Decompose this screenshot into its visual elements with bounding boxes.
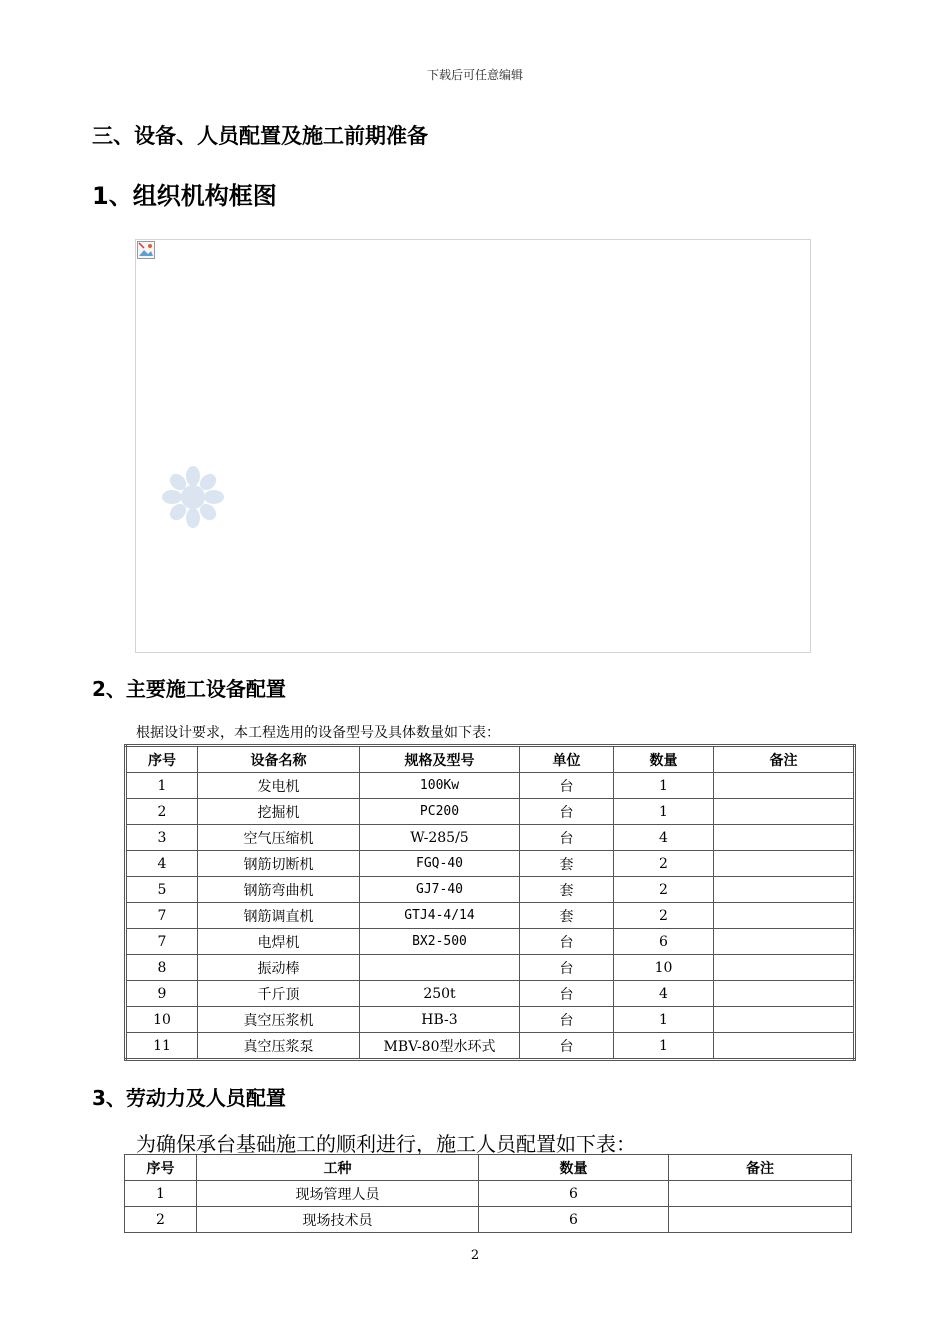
col-header-trade: 工种 [197, 1155, 479, 1181]
table-cell: 8 [126, 955, 198, 981]
table-cell: 2 [126, 799, 198, 825]
table-cell: GTJ4-4/14 [360, 903, 520, 929]
table-cell: 10 [126, 1007, 198, 1033]
table-row [126, 773, 855, 799]
table-cell: 台 [520, 799, 614, 825]
table-cell: 套 [520, 903, 614, 929]
table-cell: 千斤顶 [198, 981, 360, 1007]
table-cell: 4 [126, 851, 198, 877]
col-header-spec: 规格及型号 [360, 746, 520, 773]
table-cell: MBV-80型水环式 [360, 1033, 520, 1060]
table-cell [360, 955, 520, 981]
table-cell: W-285/5 [360, 825, 520, 851]
equipment-intro: 根据设计要求，本工程选用的设备型号及具体数量如下表： [136, 725, 500, 741]
labor-intro: 为确保承台基础施工的顺利进行，施工人员配置如下表： [136, 1132, 636, 1156]
table-cell: 台 [520, 955, 614, 981]
table-cell [714, 929, 855, 955]
table-cell: 100Kw [360, 773, 520, 799]
col-header-remark: 备注 [669, 1155, 852, 1181]
table-cell [714, 903, 855, 929]
table-cell: 现场技术员 [197, 1207, 479, 1233]
table-cell: 1 [614, 1033, 714, 1060]
table-cell: 6 [614, 929, 714, 955]
table-row [126, 1007, 855, 1033]
table-cell: 9 [126, 981, 198, 1007]
equipment-table [124, 744, 856, 1061]
table-row [126, 877, 855, 903]
table-cell: 钢筋调直机 [198, 903, 360, 929]
broken-image-icon [137, 241, 155, 259]
table-cell [714, 1007, 855, 1033]
table-cell [714, 1033, 855, 1060]
table-cell: PC200 [360, 799, 520, 825]
table-cell: 振动棒 [198, 955, 360, 981]
table-row [126, 981, 855, 1007]
table-cell: 挖掘机 [198, 799, 360, 825]
table-cell: 套 [520, 877, 614, 903]
table-cell: 钢筋切断机 [198, 851, 360, 877]
table-cell: 2 [614, 903, 714, 929]
table-cell [714, 773, 855, 799]
table-cell: 台 [520, 825, 614, 851]
table-cell: 2 [614, 877, 714, 903]
table-cell [714, 825, 855, 851]
table-cell: 现场管理人员 [197, 1181, 479, 1207]
col-header-qty: 数量 [614, 746, 714, 773]
table-cell: 6 [479, 1207, 669, 1233]
table-cell: BX2-500 [360, 929, 520, 955]
table-cell: 11 [126, 1033, 198, 1060]
table-row [126, 955, 855, 981]
table-cell: 真空压浆泵 [198, 1033, 360, 1060]
table-cell: 7 [126, 929, 198, 955]
col-header-unit: 单位 [520, 746, 614, 773]
header-note: 下载后可任意编辑 [426, 68, 523, 82]
table-cell: 2 [614, 851, 714, 877]
table-cell: 1 [126, 773, 198, 799]
table-row [126, 851, 855, 877]
page-number: 2 [470, 1248, 480, 1263]
table-cell: 5 [126, 877, 198, 903]
table-cell: 套 [520, 851, 614, 877]
table-cell: 台 [520, 1007, 614, 1033]
table-cell [714, 981, 855, 1007]
watermark-icon [162, 466, 224, 528]
table-cell: 台 [520, 981, 614, 1007]
table-cell: 1 [614, 1007, 714, 1033]
table-cell: 6 [479, 1181, 669, 1207]
table-cell: 1 [614, 773, 714, 799]
col-header-qty: 数量 [479, 1155, 669, 1181]
table-cell [714, 877, 855, 903]
col-header-name: 设备名称 [198, 746, 360, 773]
table-row [126, 929, 855, 955]
section-title: 三、设备、人员配置及施工前期准备 [92, 124, 428, 148]
org-chart-image-placeholder [135, 239, 811, 653]
equipment-title: 2、主要施工设备配置 [92, 677, 286, 701]
table-cell [714, 799, 855, 825]
table-row [126, 1033, 855, 1060]
table-cell: FGQ-40 [360, 851, 520, 877]
table-cell: 发电机 [198, 773, 360, 799]
table-cell: 台 [520, 1033, 614, 1060]
table-header-row [125, 1155, 852, 1181]
table-cell: GJ7-40 [360, 877, 520, 903]
table-cell: 1 [614, 799, 714, 825]
table-cell: 10 [614, 955, 714, 981]
table-cell: 钢筋弯曲机 [198, 877, 360, 903]
table-row [125, 1181, 852, 1207]
labor-table [124, 1154, 852, 1233]
org-chart-title: 1、组织机构框图 [92, 182, 277, 210]
table-cell: 4 [614, 825, 714, 851]
table-row [125, 1207, 852, 1233]
table-cell: 电焊机 [198, 929, 360, 955]
table-cell: 台 [520, 929, 614, 955]
table-cell [714, 851, 855, 877]
labor-title: 3、劳动力及人员配置 [92, 1086, 286, 1110]
table-cell: 250t [360, 981, 520, 1007]
table-cell: 空气压缩机 [198, 825, 360, 851]
table-row [126, 903, 855, 929]
col-header-remark: 备注 [714, 746, 855, 773]
table-cell: 真空压浆机 [198, 1007, 360, 1033]
table-cell: HB-3 [360, 1007, 520, 1033]
table-cell: 3 [126, 825, 198, 851]
table-cell: 2 [125, 1207, 197, 1233]
table-cell: 台 [520, 773, 614, 799]
table-row [126, 799, 855, 825]
table-cell [669, 1181, 852, 1207]
table-cell: 4 [614, 981, 714, 1007]
table-cell [714, 955, 855, 981]
table-cell [669, 1207, 852, 1233]
table-header-row [126, 746, 855, 773]
table-cell: 7 [126, 903, 198, 929]
table-row [126, 825, 855, 851]
col-header-index: 序号 [126, 746, 198, 773]
table-cell: 1 [125, 1181, 197, 1207]
col-header-index: 序号 [125, 1155, 197, 1181]
